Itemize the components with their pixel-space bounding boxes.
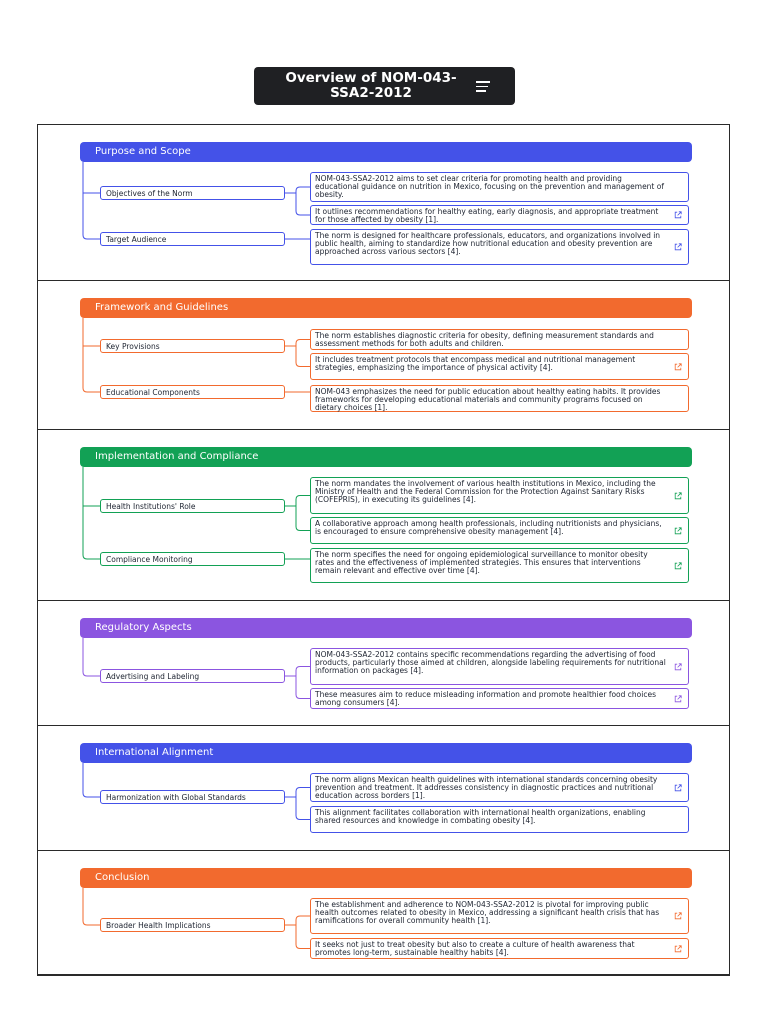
section-heading[interactable]: Implementation and Compliance — [80, 447, 692, 467]
category-node[interactable]: Compliance Monitoring — [100, 552, 285, 566]
connector-line — [296, 788, 310, 820]
leaf-text: The establishment and adherence to NOM-043-SSA2-2012 is pivotal for improving public health outcomes related to obesity in Mexico, addressing a significant health crisis that has ramifications for overall community health [1]. — [315, 900, 660, 926]
connector-line — [83, 318, 100, 392]
leaf-text: A collaborative approach among health professionals, including nutritionists and physicians, is encouraged to ensure comprehensive obesity management [4]. — [315, 519, 662, 537]
category-node[interactable]: Target Audience — [100, 232, 285, 246]
category-node[interactable]: Broader Health Implications — [100, 918, 285, 932]
leaf-text: The norm is designed for healthcare professionals, educators, and organizations involved in public health, aiming to standardize how nutritional education and obesity prevention are approached across various sectors [4]. — [315, 231, 661, 257]
section-heading[interactable]: Framework and Guidelines — [80, 298, 692, 318]
category-node[interactable]: Advertising and Labeling — [100, 669, 285, 683]
connector-line — [296, 916, 310, 949]
leaf-text: The norm specifies the need for ongoing epidemiological surveillance to monitor obesity rates and the effectiveness of implemented strategies. This ensures that interventions remain relevant and effective over time [4]. — [315, 550, 648, 576]
category-node[interactable]: Objectives of the Norm — [100, 186, 285, 200]
leaf-text: It outlines recommendations for healthy eating, early diagnosis, and appropriate treatment for those affected by obesity [1]. — [315, 207, 659, 225]
leaf-text: NOM-043 emphasizes the need for public education about healthy eating habits. It provides frameworks for developing educational materials and community programs focused on dietary choices [1]. — [315, 387, 661, 413]
category-node[interactable]: Key Provisions — [100, 339, 285, 353]
category-node[interactable]: Educational Components — [100, 385, 285, 399]
connector-line — [296, 496, 310, 531]
connector-line — [296, 667, 310, 699]
leaf-text: This alignment facilitates collaboration with international health organizations, enabling shared resources and knowledge in combating obesity [4]. — [315, 808, 646, 826]
category-node[interactable]: Health Institutions' Role — [100, 499, 285, 513]
leaf-text: These measures aim to reduce misleading information and promote healthier food choices among consumers [4]. — [315, 690, 656, 708]
leaf-text: It includes treatment protocols that encompass medical and nutritional management strategies, emphasizing the importance of physical activity [4]. — [315, 355, 636, 373]
leaf-text: It seeks not just to treat obesity but also to create a culture of health awareness that promotes long-term, sustainable healthy habits [4]. — [315, 940, 635, 958]
connector-line — [83, 638, 100, 676]
section-heading[interactable]: International Alignment — [80, 743, 692, 763]
leaf-text: NOM-043-SSA2-2012 contains specific recommendations regarding the advertising of food products, particularly those aimed at children, alongside labeling requirements for nutritional information on packages [4]. — [315, 650, 666, 676]
section-heading[interactable]: Regulatory Aspects — [80, 618, 692, 638]
connector-line — [83, 467, 100, 559]
connector-line — [83, 888, 100, 925]
leaf-text: NOM-043-SSA2-2012 aims to set clear criteria for promoting health and providing educational guidance on nutrition in Mexico, focusing on the prevention and management of obesity. — [315, 174, 664, 200]
connector-line — [296, 340, 310, 367]
leaf-text: The norm mandates the involvement of various health institutions in Mexico, including the Ministry of Health and the Federal Commission for the Protection Against Sanitary Risks (COFEPRIS), in executing its guidelines [4]. — [315, 479, 656, 505]
connector-line — [83, 763, 100, 797]
connector-line — [83, 162, 100, 239]
section-heading[interactable]: Conclusion — [80, 868, 692, 888]
title-text: Overview of NOM-043-SSA2-2012 — [285, 70, 457, 101]
leaf-text: The norm establishes diagnostic criteria for obesity, defining measurement standards and assessment methods for both adults and children. — [315, 331, 654, 349]
leaf-text: The norm aligns Mexican health guidelines with international standards concerning obesity prevention and treatment. It addresses consistency in diagnostic practices and nutritional education across borders [1]. — [315, 775, 658, 801]
section-heading[interactable]: Purpose and Scope — [80, 142, 692, 162]
category-node[interactable]: Harmonization with Global Standards — [100, 790, 285, 804]
connector-line — [296, 187, 310, 215]
